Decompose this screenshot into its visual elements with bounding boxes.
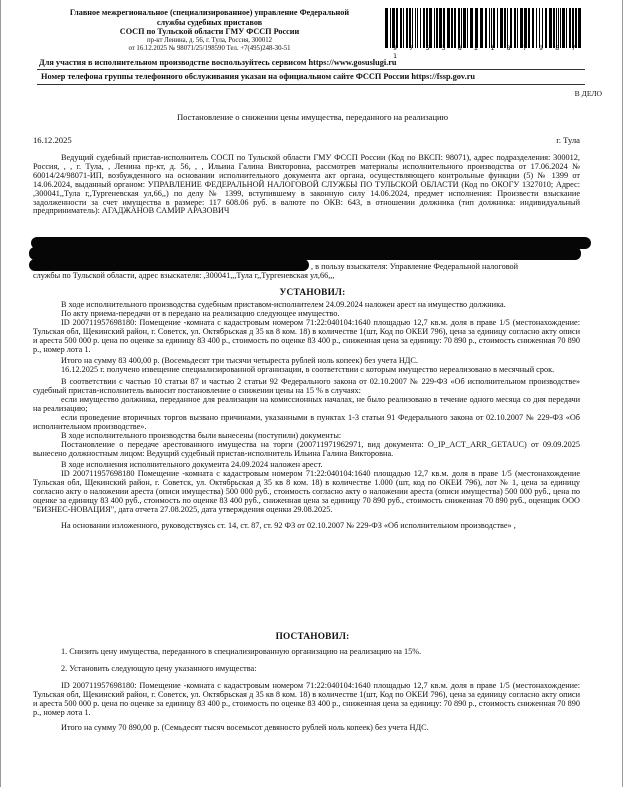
issuer-address: пр-кт Ленина, д. 56, г. Тула, Россия, 300012	[146, 36, 273, 44]
paragraph: Итого на сумму 70 890,00 р. (Семьдесят тысяч восемьсот девяносто рублей ноль копеек) без учета НДС.	[61, 723, 429, 733]
phone-notice: Номер телефона группы телефонного обслуживания указан на официальном сайте ФССП России https://fssp.gov.ru	[41, 72, 475, 81]
paragraph: В ходе исполнительного производства судебным приставом-исполнителем 24.09.2024 наложен арест на имущество должника.	[61, 300, 506, 309]
paragraph: В соответствии с частью 10 статьи 87 и частью 2 статьи 92 Федерального закона от 02.10.2007 № 229-ФЗ «Об исполнительном производстве» судебный пристав-исполнитель выносит постановление о снижении цены на 15 % в случаях:	[33, 377, 580, 396]
paragraph: В ходе исполнительного производства были вынесены (поступили) документы:	[61, 430, 342, 440]
barcode-number: 9 7 5 3 8 2 1 8 7 9 8 7 1	[393, 44, 580, 60]
paragraph: ID 200711957698180: Помещение -комната с кадастровым номером 71:22:040104:1640 площадью 12,7 кв.м. доля в праве 1/5 (местонахождение: Тульская обл, Щекинский район, г. Советск, ул. Октябрьская д 35 кв 8 ком. 18) в количестве 1(шт, Код по ОКЕИ 796), цена за единицу согласно акту описи и ареста 500 000 р. цена по оценке за единицу 83 400 р., стоимость по оценке 83 400 р., сниженная цена за единицу: 70 890 р., стоимость сниженная 70 890 р., номер лота 1.	[33, 680, 580, 717]
barcode	[385, 8, 581, 48]
divider	[37, 69, 585, 70]
redaction-bar	[29, 259, 309, 271]
paragraph: ID 200711957698180: Помещение -комната с кадастровым номером 71:22:040104:1640 площадью 12,7 кв.м. доля в праве 1/5 (местонахождение: Тульская обл, Щекинский район, г. Советск, ул. Октябрьская д 35 кв 8 ком. 18) в количестве 1(шт, Код по ОКЕИ 796), цена за единицу согласно акту описи и ареста 500 000 р. цена по оценке за единицу 83 400 р., стоимость по оценке 83 400 р., сниженная цена за единицу: 70 890 р., стоимость сниженная 70 890 р., номер лота 1.	[33, 317, 580, 354]
paragraph: По акту приема-передачи от в передано на реализацию следующее имущество.	[61, 308, 340, 318]
paragraph: Постановление о передаче арестованного имущества на торги (200711971962971, вид документа: O_IP_ACT_ARR_GETAUC) от 09.09.2025 вынесено должностным лицом: Ведущий судебный пристав-исполнитель Ильина Галина Викторовна.	[33, 439, 580, 458]
v-delo-stamp: В ДЕЛО	[574, 89, 602, 98]
paragraph: если имущество должника, переданное для реализации на комиссионных началах, не было реализовано в течение одного месяца со дня передачи на реализацию;	[33, 395, 580, 413]
paragraph: 2. Установить следующую цену указанного имущества:	[61, 663, 257, 673]
heading-ustanovil: УСТАНОВИЛ:	[279, 288, 346, 298]
paragraph: Итого на сумму 83 400,00 р. (Восемьдесят три тысячи четыреста рублей ноль копеек) без учета НДС.	[61, 356, 418, 366]
postanovil-block	[33, 648, 580, 733]
paragraph: 16.12.2025 г. получено извещение специализированной организации, в соответствии с которым имущество нереализовано в месячный срок.	[61, 365, 555, 375]
paragraph: если проведение вторичных торгов вызвано причинами, указанными в пунктах 1-3 статьи 91 Федерального закона от 02.10.2007 № 229-ФЗ «Об исполнительном производстве».	[33, 412, 580, 431]
document-city: г. Тула	[556, 135, 580, 145]
intro-tail: , в пользу взыскателя: Управление Федеральной налоговой	[311, 262, 519, 271]
document-reference: от 16.12.2025 № 98071/25/198590 Тел. +7(495)248-30-51	[128, 44, 291, 52]
intro-block	[33, 154, 580, 216]
org-line: службы судебных приставов	[156, 17, 263, 27]
intro-tail: службы по Тульской области, адрес взыскателя: ,300041,,,Тула г,,Тургеневская ул,66,,,	[33, 271, 335, 280]
org-line: СОСП по Тульской области ГМУ ФССП России	[119, 27, 300, 37]
divider	[37, 84, 585, 85]
paragraph: 1. Снизить цену имущества, переданного в специализированную организацию на реализацию на 15%.	[61, 647, 422, 656]
document-date: 16.12.2025	[33, 135, 72, 145]
paragraph: В ходе исполнения исполнительного документа 24.09.2024 наложен арест.	[61, 460, 323, 470]
intro-paragraph: Ведущий судебный пристав-исполнитель СОСП по Тульской области ГМУ ФССП России (Код по ВКСП: 98071), адрес подразделения: 300012, Россия, , , г. Тула, , Ленина пр-кт, д. 56, , , Ильина Галина Викторовна, рассмотрев материалы исполнительного производства от 17.06.2024 № 60014/24/98071-ИП, возбужденного на основании исполнительного документа акт органа, осуществляющего контрольные функции (5) № 1399 от 14.06.2024, выданный органом: УПРАВЛЕНИЕ ФЕДЕРАЛЬНОЙ НАЛОГОВОЙ СЛУЖБЫ ПО ТУЛЬСКОЙ ОБЛАСТИ (Код по ОКОГУ 1327010; Адрес: ,300041,,Тула г,,Тургеневская ул,66,,) по делу № 1399, вступившему в законную силу 14.06.2024, предмет исполнения: Произвести взыскание задолженности за счет имущества в размере: 117 608.06 руб. в валюте по ОКВ: 643, в отношении должника (тип должника: индивидуальный предприниматель): АГАДЖАНОВ САМИР АРАЗОВИЧ	[33, 153, 580, 216]
issuer-header	[37, 8, 382, 53]
document-title: Постановление о снижении цены имущества, переданного на реализацию	[176, 112, 449, 122]
org-line: Главное межрегиональное (специализированное) управление Федеральной	[69, 8, 350, 17]
ustanovil-block	[33, 301, 580, 531]
paragraph: На основании изложенного, руководствуясь ст. 14, ст. 87, ст. 92 ФЗ от 02.10.2007 № 229-ФЗ «Об исполнительном производстве» ,	[61, 520, 516, 530]
heading-postanovil: ПОСТАНОВИЛ:	[275, 632, 350, 642]
paragraph: ID 200711957698180 Помещение -комната с кадастровым номером 71:22:040104:1640 площадью 12,7 кв.м. доля в праве 1/5 (местонахождение Тульская обл, Щекинский район, г. Советск, ул. Октябрьская д 35 кв 8 ком. 18) в количестве 1.000 (шт, код по ОКЕИ 796), лот № 1, цена за единицу согласно акту о наложении ареста (описи имущества) 500 000 руб., стоимость согласно акту о наложении ареста (описи имущества) 500 000 руб., цена по оценке за единицу 83 400 руб., стоимость по оценке 83 400 руб., сниженная цена за единицу 70 890 руб., стоимость сниженная 70 890 руб., оценщик ООО "БИЗНЕС-НОВАЦИЯ", дата отчета 27.08.2025, дата утверждения оценки 29.08.2025.	[33, 469, 580, 514]
gosuslugi-notice: Для участия в исполнительном производстве воспользуйтесь сервисом https://www.gosuslugi.ru	[39, 58, 397, 67]
